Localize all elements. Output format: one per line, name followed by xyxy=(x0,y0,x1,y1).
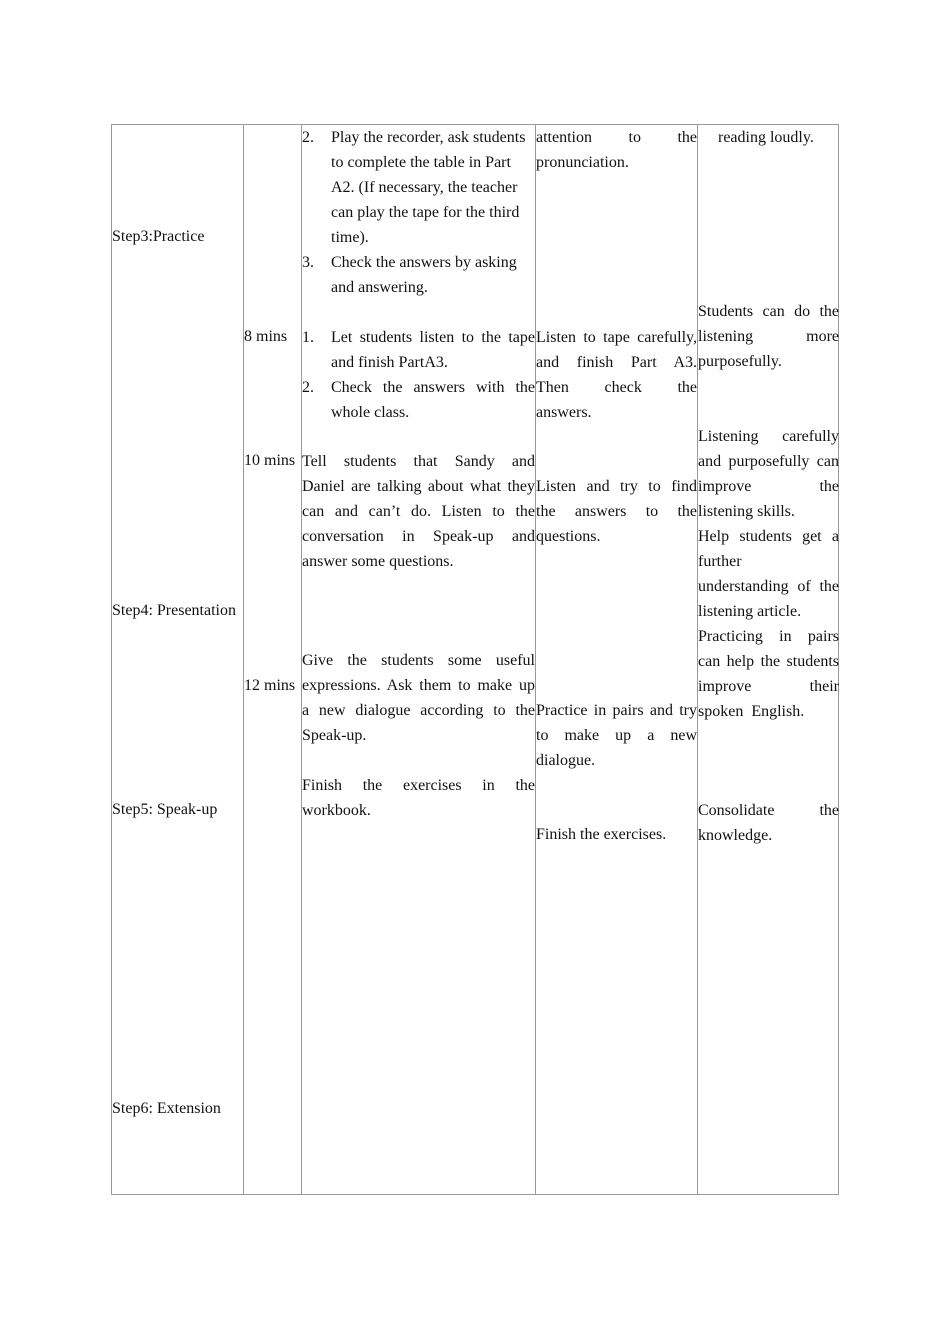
list-number: 1. xyxy=(302,329,314,346)
text-line: Listen to tape carefully, xyxy=(536,329,697,346)
text-line: improve the xyxy=(698,478,839,495)
column-divider xyxy=(535,125,536,1194)
step-label: Step3:Practice xyxy=(112,228,205,245)
text-line: Tell students that Sandy and xyxy=(302,453,535,470)
text-line: whole class. xyxy=(331,404,410,421)
text-line: expressions. Ask them to make up xyxy=(302,677,535,694)
step-label: Step6: Extension xyxy=(112,1100,221,1117)
text-line: improve their xyxy=(698,678,839,695)
text-line: Finish the exercises in the xyxy=(302,777,535,794)
text-line: further xyxy=(698,553,742,570)
text-line: time). xyxy=(331,229,369,246)
text-line: can help the students xyxy=(698,653,839,670)
text-line: dialogue. xyxy=(536,752,596,769)
text-line: the answers to the xyxy=(536,503,697,520)
text-line: Speak-up. xyxy=(302,727,367,744)
list-number: 2. xyxy=(302,129,314,146)
text-line: listening more xyxy=(698,328,839,345)
step-label: Step4: Presentation xyxy=(112,602,236,619)
text-line: Students can do the xyxy=(698,303,839,320)
text-line: to complete the table in Part xyxy=(331,154,511,171)
text-line: can and can’t do. Listen to the xyxy=(302,503,535,520)
text-line: and purposefully can xyxy=(698,453,839,470)
text-line: Check the answers with the xyxy=(331,379,535,396)
text-line: Check the answers by asking xyxy=(331,254,517,271)
time-label: 8 mins xyxy=(244,328,288,345)
text-line: spoken English. xyxy=(698,703,805,720)
text-line: Listening carefully xyxy=(698,428,839,445)
text-line: attention to the xyxy=(536,129,697,146)
text-line: can play the tape for the third xyxy=(331,204,520,221)
text-line: workbook. xyxy=(302,802,371,819)
text-line: Help students get a xyxy=(698,528,839,545)
text-line: Consolidate the xyxy=(698,802,839,819)
text-line: understanding of the xyxy=(698,578,839,595)
text-line: pronunciation. xyxy=(536,154,629,171)
text-line: A2. (If necessary, the teacher xyxy=(331,179,518,196)
text-line: to make up a new xyxy=(536,727,697,744)
text-line: Practicing in pairs xyxy=(698,628,839,645)
text-line: a new dialogue according to the xyxy=(302,702,535,719)
text-line: Listen and try to find xyxy=(536,478,697,495)
text-line: questions. xyxy=(536,528,601,545)
text-line: Play the recorder, ask students xyxy=(331,129,526,146)
time-label: 12 mins xyxy=(244,677,296,694)
text-line: Let students listen to the tape xyxy=(331,329,535,346)
text-line: Give the students some useful xyxy=(302,652,535,669)
text-line: and finish PartA3. xyxy=(331,354,448,371)
purpose-reading: reading loudly. xyxy=(718,129,814,146)
text-line: conversation in Speak-up and xyxy=(302,528,535,545)
text-line: knowledge. xyxy=(698,827,773,844)
list-number: 3. xyxy=(302,254,314,271)
step-label: Step5: Speak-up xyxy=(112,801,218,818)
column-divider xyxy=(243,125,244,1194)
text-line: answer some questions. xyxy=(302,553,454,570)
text-line: purposefully. xyxy=(698,353,782,370)
text-line: Practice in pairs and try xyxy=(536,702,697,719)
list-number: 2. xyxy=(302,379,314,396)
students-finish-exercises: Finish the exercises. xyxy=(536,826,667,843)
text-line: Daniel are talking about what they xyxy=(302,478,535,495)
text-line: listening skills. xyxy=(698,503,795,520)
text-line: and answering. xyxy=(331,279,428,296)
text-line: answers. xyxy=(536,404,592,421)
text-line: Then check the xyxy=(536,379,697,396)
text-line: listening article. xyxy=(698,603,802,620)
time-label: 10 mins xyxy=(244,452,296,469)
text-line: and finish Part A3. xyxy=(536,354,697,371)
